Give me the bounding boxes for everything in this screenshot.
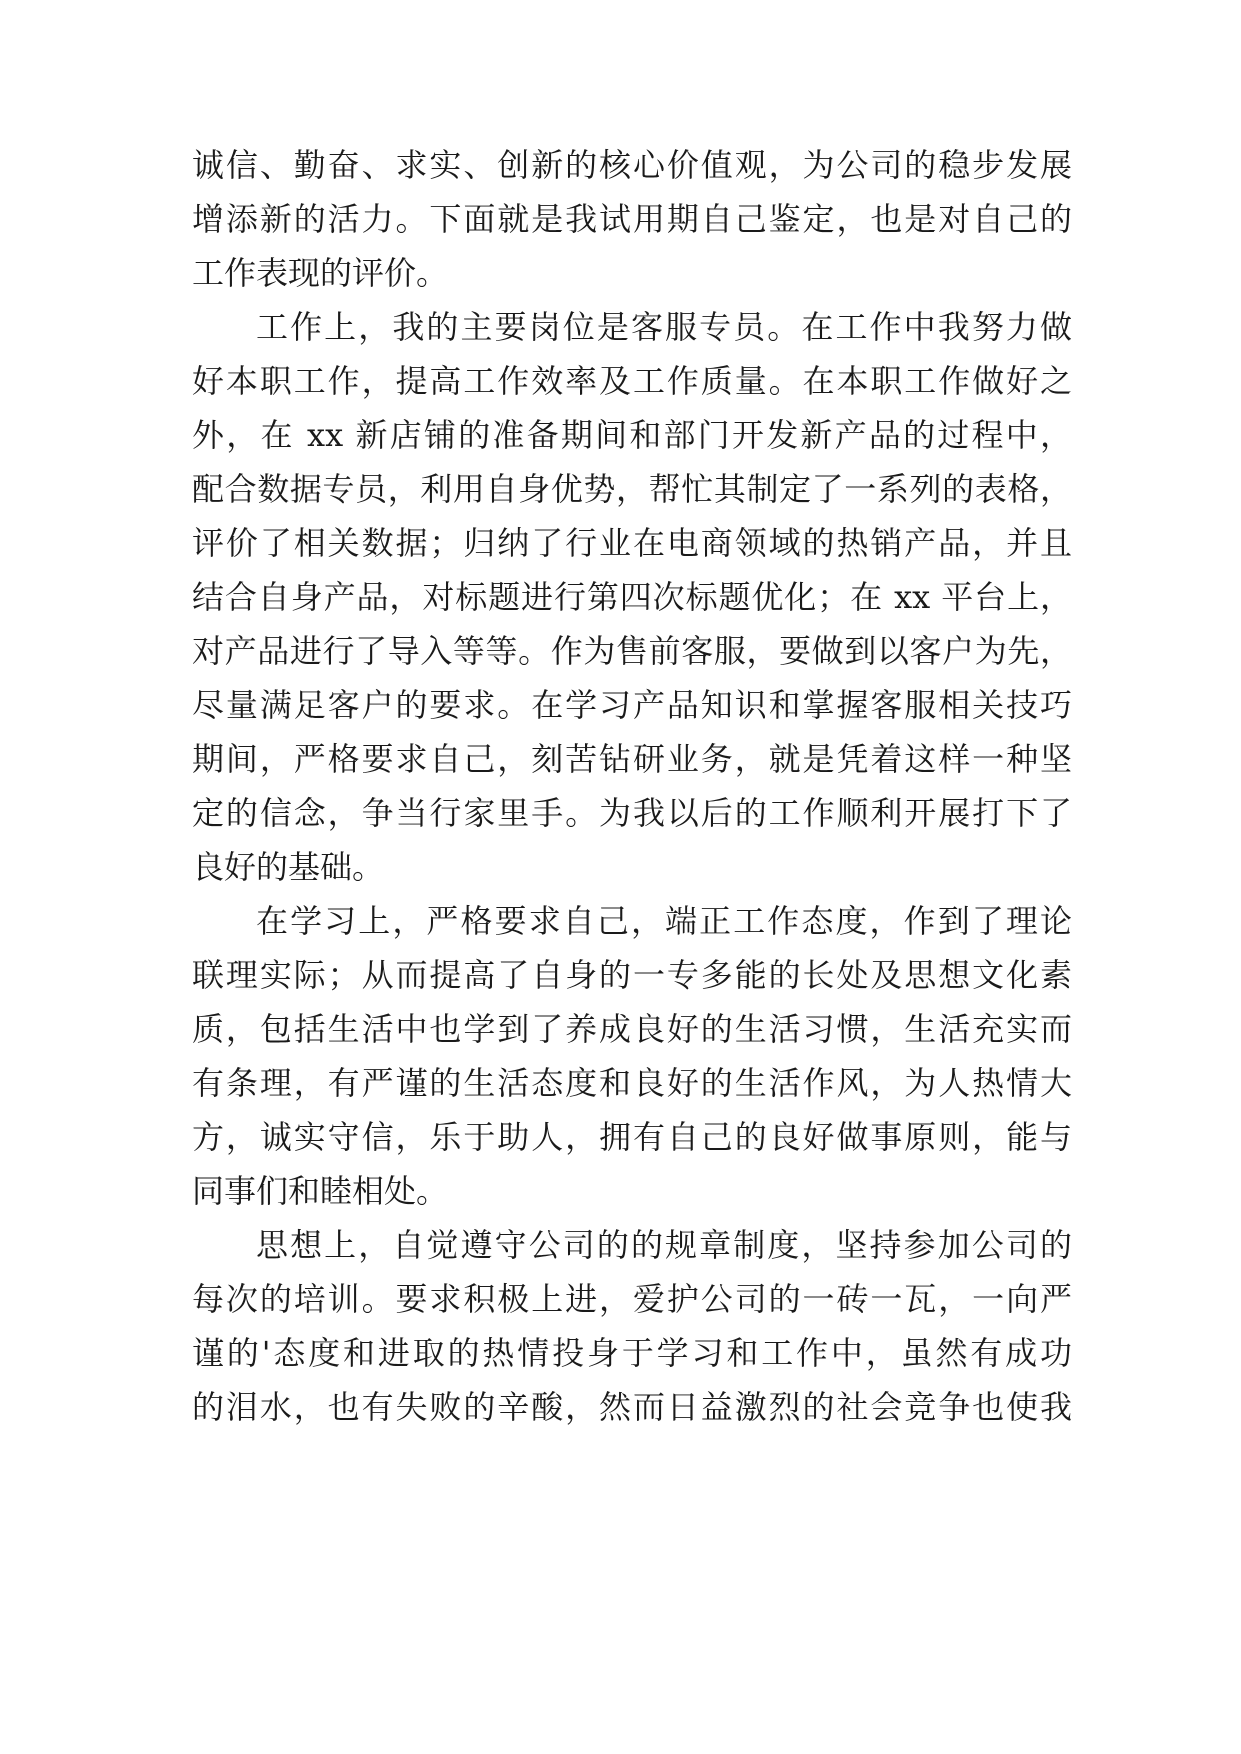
- text-line: 期间，严格要求自己，刻苦钻研业务，就是凭着这样一种坚: [192, 740, 1072, 778]
- text-line: 工作表现的评价。: [192, 254, 449, 292]
- paragraph-first-line: 思想上，自觉遵守公司的的规章制度，坚持参加公司的: [256, 1226, 1072, 1264]
- text-line: 有条理，有严谨的生活态度和良好的生活作风，为人热情大: [192, 1064, 1072, 1102]
- text-line: 的泪水，也有失败的辛酸，然而日益激烈的社会竞争也使我: [192, 1388, 1072, 1426]
- paragraph-first-line: 在学习上，严格要求自己，端正工作态度，作到了理论: [256, 902, 1072, 940]
- text-line: 增添新的活力。下面就是我试用期自己鉴定，也是对自己的: [192, 200, 1072, 238]
- text-line: 对产品进行了导入等等。作为售前客服，要做到以客户为先，: [192, 632, 1072, 670]
- text-line: 良好的基础。: [192, 848, 385, 886]
- text-line: 配合数据专员，利用自身优势，帮忙其制定了一系列的表格，: [192, 470, 1072, 508]
- text-line: 好本职工作，提高工作效率及工作质量。在本职工作做好之: [192, 362, 1072, 400]
- text-line: 外，在 xx 新店铺的准备期间和部门开发新产品的过程中，: [192, 416, 1072, 454]
- text-line: 质，包括生活中也学到了养成良好的生活习惯，生活充实而: [192, 1010, 1072, 1048]
- text-line: 尽量满足客户的要求。在学习产品知识和掌握客服相关技巧: [192, 686, 1072, 724]
- text-line: 结合自身产品，对标题进行第四次标题优化；在 xx 平台上，: [192, 578, 1072, 616]
- text-line: 定的信念，争当行家里手。为我以后的工作顺利开展打下了: [192, 794, 1072, 832]
- text-line: 方，诚实守信，乐于助人，拥有自己的良好做事原则，能与: [192, 1118, 1072, 1156]
- text-line: 谨的'态度和进取的热情投身于学习和工作中，虽然有成功: [192, 1334, 1072, 1372]
- text-line: 联理实际；从而提高了自身的一专多能的长处及思想文化素: [192, 956, 1072, 994]
- text-line: 同事们和睦相处。: [192, 1172, 449, 1210]
- text-line: 评价了相关数据；归纳了行业在电商领域的热销产品，并且: [192, 524, 1072, 562]
- text-line: 诚信、勤奋、求实、创新的核心价值观，为公司的稳步发展: [192, 146, 1072, 184]
- paragraph-first-line: 工作上，我的主要岗位是客服专员。在工作中我努力做: [256, 308, 1072, 346]
- text-line: 每次的培训。要求积极上进，爱护公司的一砖一瓦，一向严: [192, 1280, 1072, 1318]
